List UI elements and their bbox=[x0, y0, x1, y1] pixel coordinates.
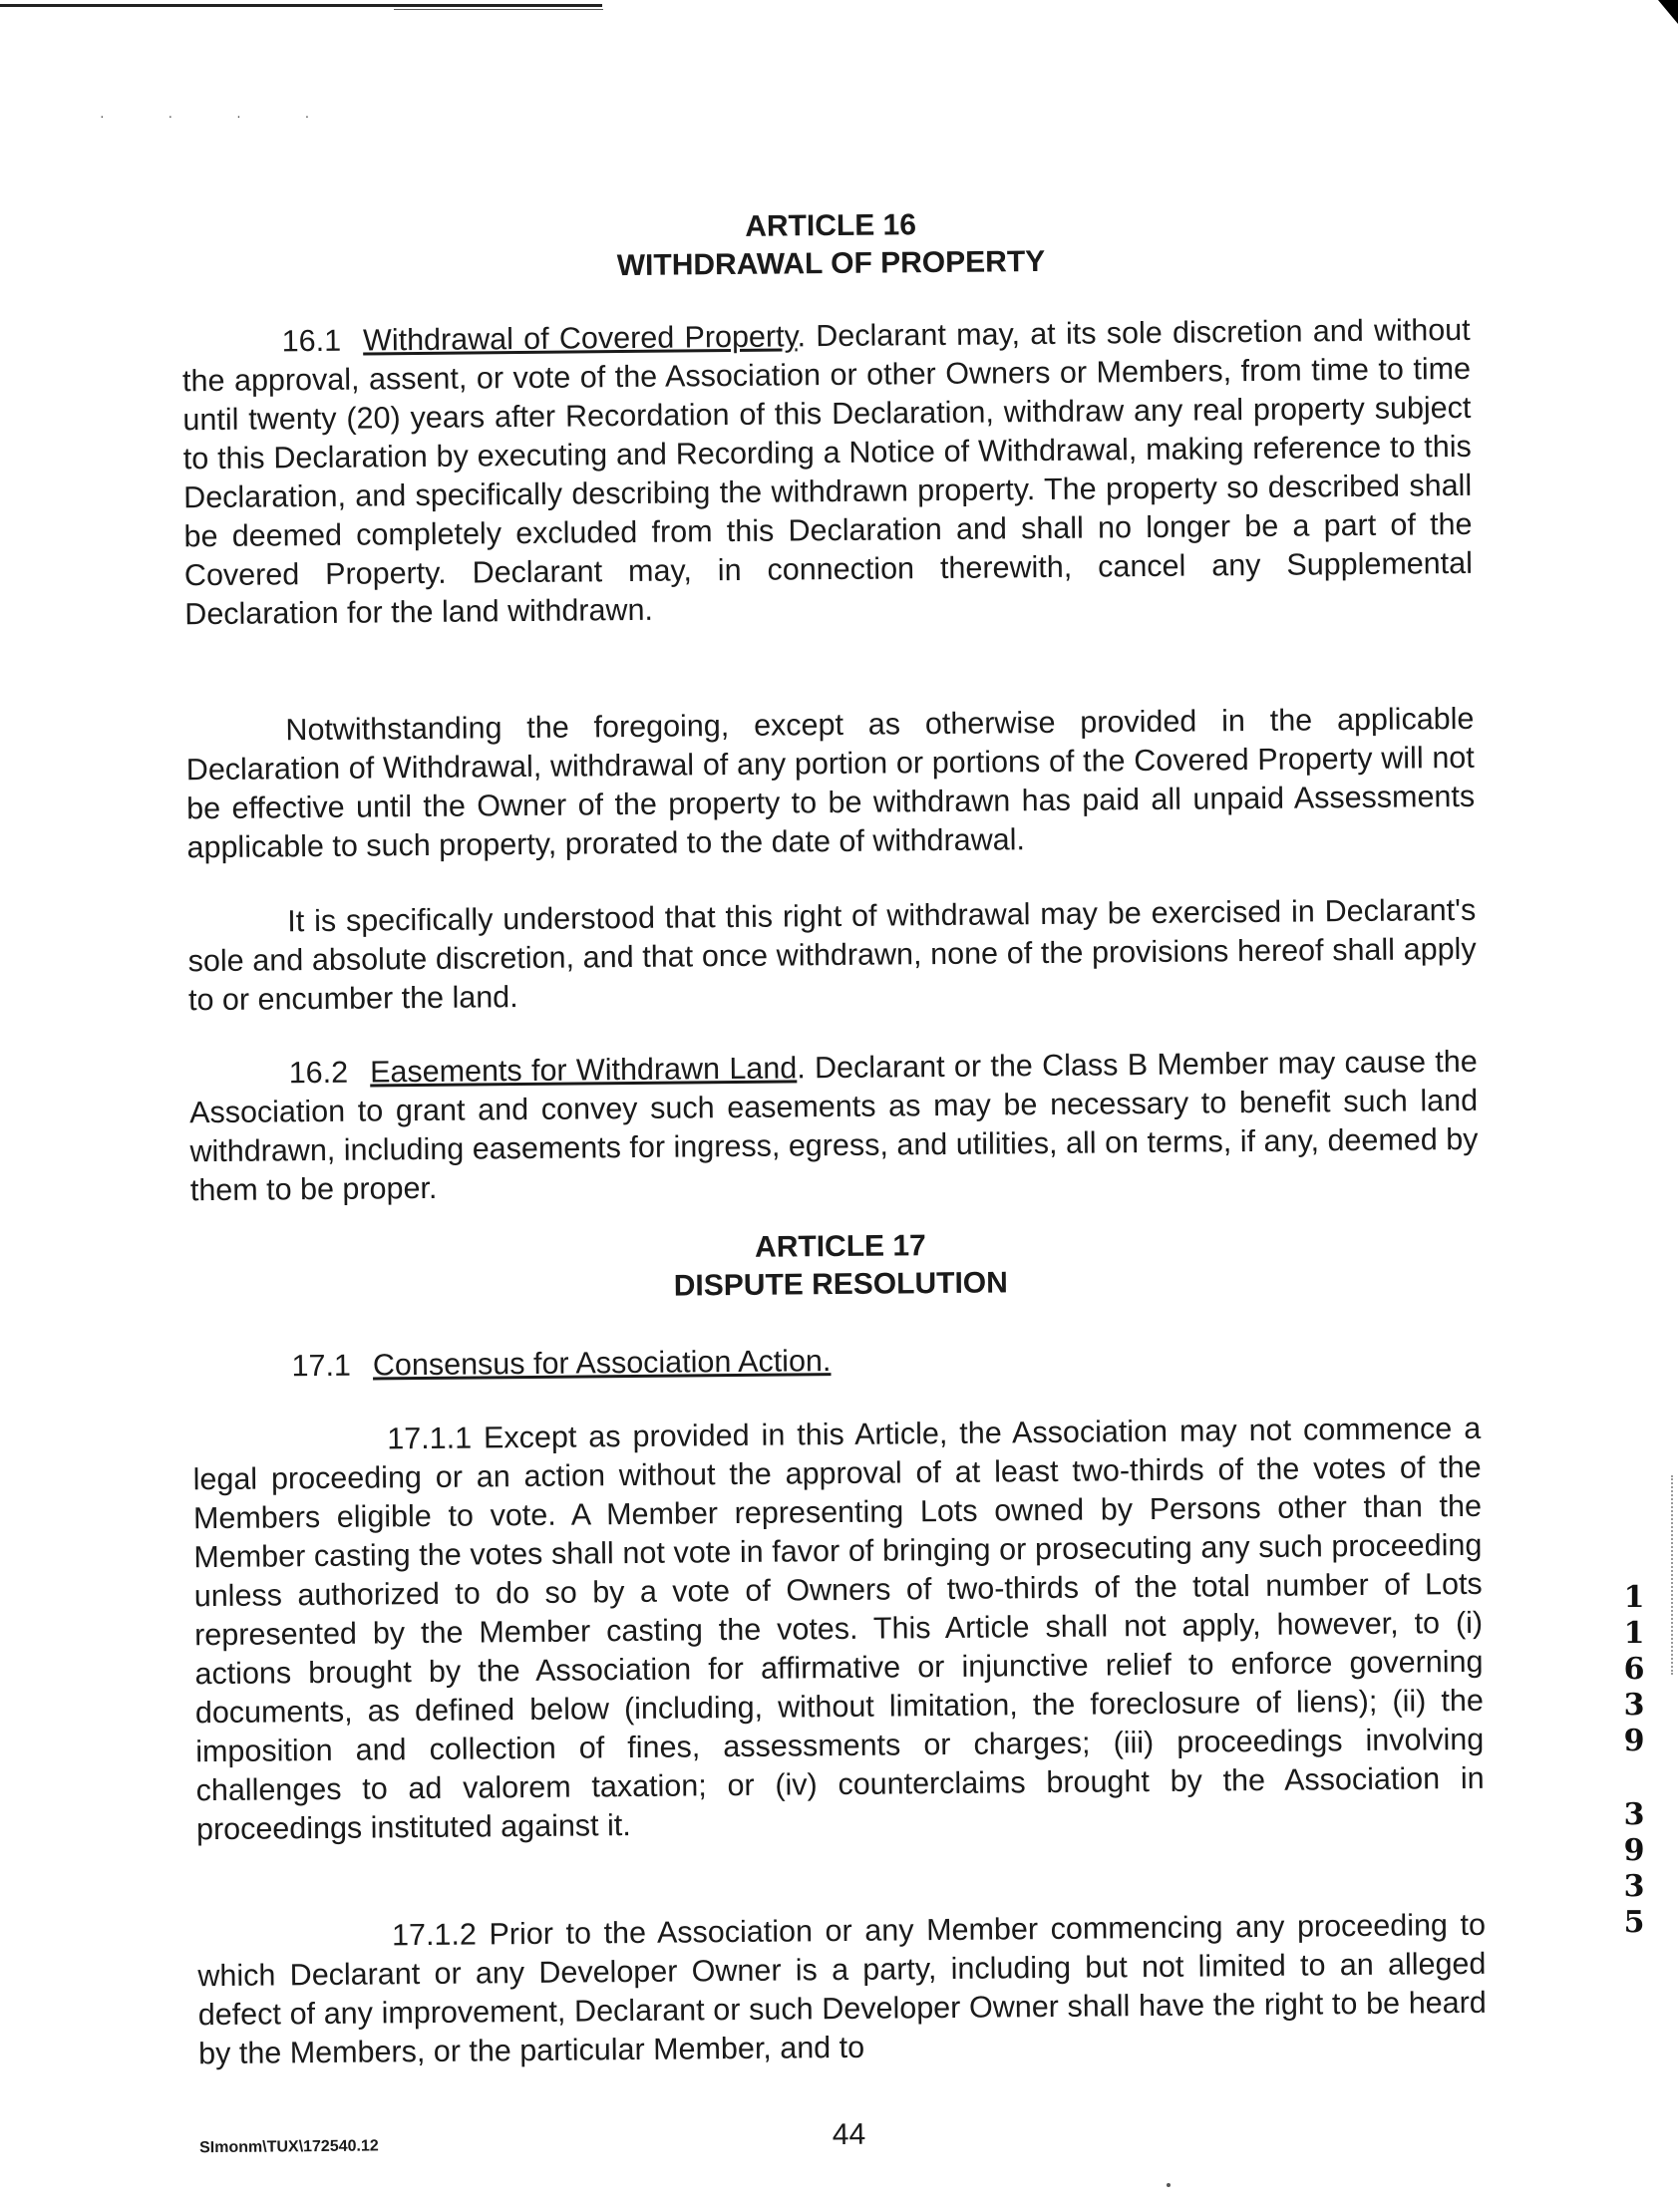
stamp-spacer bbox=[1619, 1759, 1649, 1797]
section-17-1-2 bbox=[197, 1906, 1487, 2073]
section-16-1-heading: Withdrawal of Covered Property bbox=[362, 319, 798, 358]
article-17-number: ARTICLE 17 bbox=[754, 1229, 926, 1264]
section-17-1-2-text: 17.1.2 Prior to the Association or any Member commencing any proceeding to which Declarant or any Developer Owner is a party, including but not limited to an alleged defect of any improvement, Declarant or such Developer Owner shall have the right to be heard by the Members, or the particular Member, and to bbox=[197, 1907, 1487, 2071]
scan-speck bbox=[1167, 2183, 1171, 2187]
section-16-2-heading: Easements for Withdrawn Land bbox=[369, 1051, 798, 1090]
stamp-digit: 3 bbox=[1623, 1869, 1645, 1904]
stamp-digit: 1 bbox=[1623, 1580, 1645, 1615]
section-17-1-heading: Consensus for Association Action. bbox=[372, 1344, 832, 1383]
article-17-title: DISPUTE RESOLUTION bbox=[673, 1266, 1008, 1303]
stamp-digit: 3 bbox=[1623, 1688, 1645, 1723]
page-number: 44 bbox=[832, 2117, 866, 2152]
stamp-digit: 9 bbox=[1623, 1833, 1645, 1868]
section-17-1-1-text: 17.1.1 Except as provided in this Article, the Association may not commence a legal proceeding or an action without the approval of at least two-thirds of the votes of the Members eligible to vote. A Member representing Lots owned by Persons other than the Member casting the votes shall not vote in favor of bringing or prosecuting any such proceeding unless authorized to do so by a vote of Owners of two-thirds of the total number of Lots represented by the Member casting the votes. This Article shall not apply, however, to (i) actions brought by the Association for affirmative or injunctive relief to enforce governing documents, as defined below (including, without limitation, the foreclosure of liens); (ii) the imposition and collection of fines, assessments or charges; (iii) proceedings involving challenges to ad valorem taxation; or (iv) counterclaims brought by the Association in proceedings instituted against it. bbox=[192, 1411, 1485, 1847]
section-17-1 bbox=[191, 1336, 1480, 1387]
section-16-1-text: . Declarant may, at its sole discretion and without the approval, assent, or vote of the Association or other Owners or Members, from time to time until twenty (20) years after Recordation of this Declaration, withdraw any real property subject to this Declaration by executing and Recording a Notice of Withdrawal, making reference to this Declaration, and specifically describing the withdrawn property. The property so described shall be deemed completely excluded from this Declaration and shall no longer be a part of the Covered Property. Declarant may, in connection therewith, cancel any Supplemental Declaration for the land withdrawn. bbox=[181, 312, 1474, 632]
scan-specks: · · · · bbox=[100, 108, 340, 124]
paragraph-notwithstanding-text: Notwithstanding the foregoing, except as otherwise provided in the applicable Declaration of Withdrawal, withdrawal of any portion or portions of the Covered Property will not be effective until the Owner of the property to be withdrawn has paid all unpaid Assessments applicable to such property, prorated to the date of withdrawal. bbox=[185, 701, 1476, 865]
section-17-1-number: 17.1 bbox=[291, 1348, 352, 1384]
stamp-digit: 9 bbox=[1623, 1724, 1645, 1758]
stamp-digit: 6 bbox=[1623, 1652, 1645, 1687]
paragraph-notwithstanding bbox=[185, 700, 1475, 867]
section-16-1-number: 16.1 bbox=[281, 323, 342, 359]
article-17-heading bbox=[1, 1220, 1678, 1312]
paragraph-specifically-understood bbox=[187, 891, 1477, 1020]
paragraph-specifically-understood-text: It is specifically understood that this right of withdrawal may be exercised in Declarant's sole and absolute discretion, and that once withdrawn, none of the provisions hereof shall apply to or encumber the land. bbox=[187, 892, 1477, 1018]
section-16-2-number: 16.2 bbox=[288, 1055, 349, 1091]
side-recording-stamp bbox=[1619, 1580, 1649, 1941]
article-16-number: ARTICLE 16 bbox=[745, 208, 917, 243]
section-16-2 bbox=[189, 1043, 1479, 1210]
section-16-2-text: . Declarant or the Class B Member may cause the Association to grant and convey such easements as may be necessary to benefit such land withdrawn, including easements for ingress, egress, and utilities, all on terms, if any, deemed by them to be proper. bbox=[188, 1044, 1479, 1208]
stamp-digit: 1 bbox=[1623, 1616, 1645, 1651]
article-16-title: WITHDRAWAL OF PROPERTY bbox=[616, 244, 1046, 283]
section-16-1 bbox=[182, 311, 1474, 634]
article-16-heading bbox=[0, 199, 1670, 291]
document-reference: SImonm\TUX\172540.12 bbox=[199, 2137, 379, 2157]
stamp-digit: 5 bbox=[1623, 1905, 1645, 1940]
stamp-digit: 3 bbox=[1623, 1797, 1645, 1832]
section-17-1-1 bbox=[192, 1410, 1485, 1849]
